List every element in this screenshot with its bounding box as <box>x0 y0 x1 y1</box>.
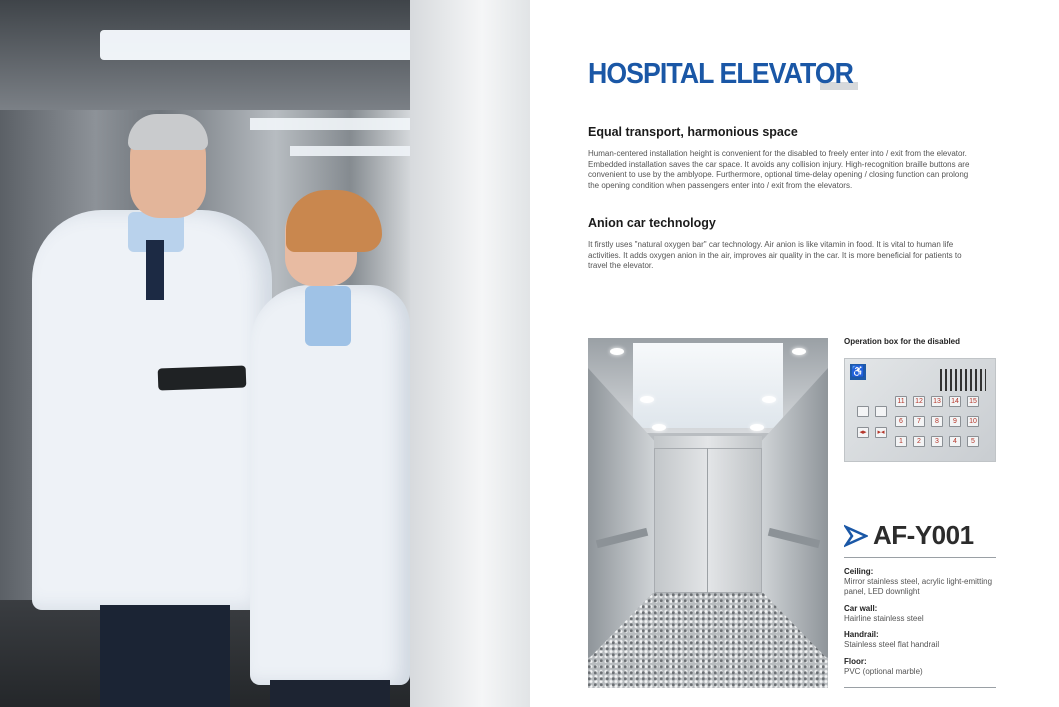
floor-button: 13 <box>931 396 943 407</box>
section-heading-anion: Anion car technology <box>588 216 716 230</box>
door-split-line <box>707 448 708 593</box>
door-close-icon: ▸◂ <box>875 427 887 438</box>
cabin-door <box>654 448 762 593</box>
doctor-male-pants <box>100 605 230 707</box>
floor-button: 8 <box>931 416 943 427</box>
model-heading <box>844 520 974 551</box>
divider <box>844 687 996 688</box>
doctor-male-tie <box>146 240 164 300</box>
floor-button: 5 <box>967 436 979 447</box>
elevator-wall-panel <box>410 0 530 707</box>
blank-button <box>875 406 887 417</box>
speaker-grille <box>940 369 986 391</box>
doctor-female-hair <box>286 190 382 252</box>
spec-label: Car wall: <box>844 604 878 613</box>
doctor-male-hair <box>128 114 208 150</box>
floor-button: 4 <box>949 436 961 447</box>
ceiling-light <box>250 118 420 130</box>
floor-button: 1 <box>895 436 907 447</box>
section-body-equal-transport: Human-centered installation height is convenient for the disabled to freely enter into / exit from the elevator. Embedded installation saves the car space. It avoids any collision injury. High-recognition braille buttons are convenient to use by the amblyope. Furthermore, optional time-delay opening / closing function can prolong the opening condition when passengers enter into / exit from the elevators. <box>588 149 970 190</box>
section-heading-equal-transport: Equal transport, harmonious space <box>588 125 798 139</box>
doctor-female-pants <box>270 680 390 707</box>
floor-button: 7 <box>913 416 925 427</box>
doctor-female-shirt <box>305 286 351 346</box>
spec-ceiling <box>844 567 1004 597</box>
divider <box>844 557 996 558</box>
spec-value: Stainless steel flat handrail <box>844 640 940 649</box>
chevron-right-icon <box>844 524 868 548</box>
floor-button: 9 <box>949 416 961 427</box>
floor-button: 2 <box>913 436 925 447</box>
spec-value: Hairline stainless steel <box>844 614 924 623</box>
downlight <box>652 424 666 431</box>
spec-floor <box>844 657 1004 677</box>
door-open-icon: ◂▸ <box>857 427 869 438</box>
floor-button: 15 <box>967 396 979 407</box>
ceiling-glass-panel <box>633 343 783 428</box>
operation-box-caption: Operation box for the disabled <box>844 337 961 346</box>
spec-car-wall <box>844 604 1004 624</box>
downlight <box>750 424 764 431</box>
alarm-button <box>857 406 869 417</box>
wheelchair-icon: ♿ <box>851 366 865 378</box>
elevator-cabin-photo <box>588 338 828 688</box>
spec-handrail <box>844 630 1004 650</box>
spec-label: Floor: <box>844 657 867 666</box>
tablet-device <box>158 365 247 390</box>
floor-button: 10 <box>967 416 979 427</box>
floor-button: 3 <box>931 436 943 447</box>
page-title: HOSPITAL ELEVATOR <box>588 58 854 90</box>
floor-button: 6 <box>895 416 907 427</box>
spec-label: Handrail: <box>844 630 879 639</box>
floor-button: 11 <box>895 396 907 407</box>
floor-button: 14 <box>949 396 961 407</box>
floor-button: 12 <box>913 396 925 407</box>
spec-label: Ceiling: <box>844 567 874 576</box>
downlight <box>610 348 624 355</box>
operation-box-photo <box>844 358 996 462</box>
downlight <box>640 396 654 403</box>
model-name: AF-Y001 <box>873 520 974 550</box>
spec-value: Mirror stainless steel, acrylic light-emitting panel, LED downlight <box>844 577 993 596</box>
downlight <box>762 396 776 403</box>
section-body-anion: It firstly uses "natural oxygen bar" car technology. Air anion is like vitamin in food. It is vital to human life activities. It adds oxygen anion in the air, improves air quality in the car. It is more beneficial for patients to travel the elevator. <box>588 240 962 270</box>
spec-value: PVC (optional marble) <box>844 667 923 676</box>
downlight <box>792 348 806 355</box>
ceiling-light <box>290 146 420 156</box>
ceiling-light <box>100 30 420 60</box>
